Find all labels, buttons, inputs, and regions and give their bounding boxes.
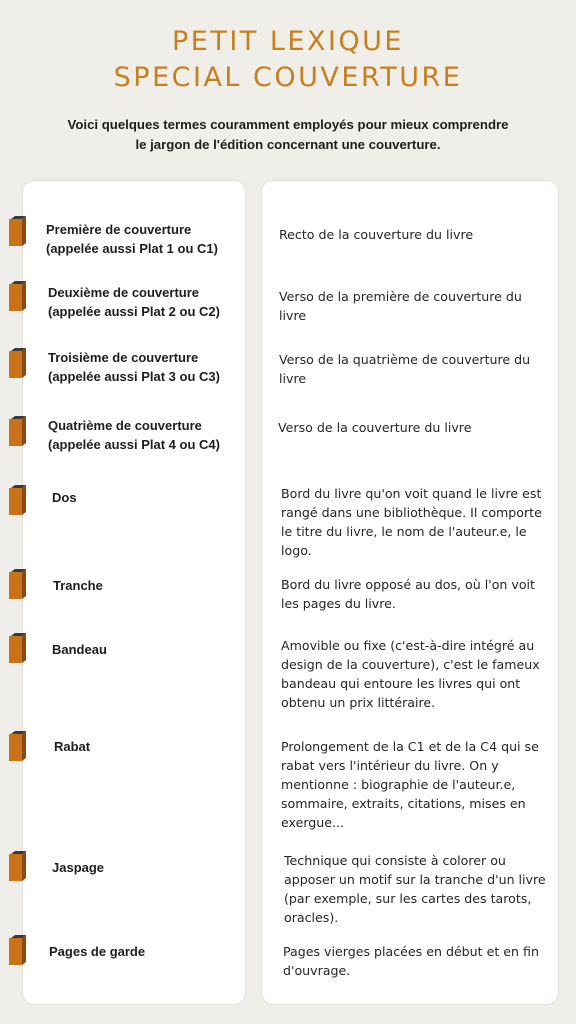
term-quatrieme-de-couverture: Quatrième de couverture (appelée aussi Plat 4 ou C4) [48,418,220,452]
term-tranche: Tranche [53,578,103,593]
title-line-2: SPECIAL COUVERTURE [113,62,463,93]
book-icon [9,569,27,599]
term-jaspage: Jaspage [52,860,105,875]
page-title [0,24,576,96]
intro-line-2: le jargon de l'édition concernant une couverture. [135,137,441,152]
book-icon [9,633,27,663]
definition-jaspage: Technique qui consiste à colorer ou apposer un motif sur la tranche d'un livre (par exemple, sur les cartes des tarots, oracles). [284,853,546,925]
book-icon [9,281,27,311]
definition-bandeau: Amovible ou fixe (c'est-à-dire intégré au design de la couverture), c'est le fameux bandeau qui entoure les livres qui ont obtenu un prix littéraire. [281,638,540,710]
definition-troisieme-de-couverture: Verso de la quatrième de couverture du livre [279,352,531,386]
definition-rabat: Prolongement de la C1 et de la C4 qui se rabat vers l'intérieur du livre. On y mentionne : biographie de l'auteur.e, sommaire, extraits, citations, mises en exergue... [281,739,539,830]
book-icon [9,935,27,965]
term-dos: Dos [52,490,77,505]
term-bandeau: Bandeau [52,642,107,657]
term-premiere-de-couverture: Première de couverture (appelée aussi Plat 1 ou C1) [46,222,218,256]
term-troisieme-de-couverture: Troisième de couverture (appelée aussi Plat 3 ou C3) [48,350,220,384]
book-icon [9,851,27,881]
book-icon [9,485,27,515]
term-pages-de-garde: Pages de garde [49,944,146,959]
definition-quatrieme-de-couverture: Verso de la couverture du livre [278,420,472,435]
term-deuxieme-de-couverture: Deuxième de couverture (appelée aussi Plat 2 ou C2) [48,285,220,319]
definition-tranche: Bord du livre opposé au dos, où l'on voit les pages du livre. [281,577,535,611]
intro-text [30,115,546,155]
book-icon [9,731,27,761]
book-icon [9,216,27,246]
definition-premiere-de-couverture: Recto de la couverture du livre [279,227,474,242]
book-icon [9,348,27,378]
intro-line-1: Voici quelques termes couramment employés pour mieux comprendre [67,117,509,132]
book-icon [9,416,27,446]
definition-dos: Bord du livre qu'on voit quand le livre est rangé dans une bibliothèque. Il comporte le titre du livre, le nom de l'auteur.e, le logo. [281,486,542,558]
title-line-1: PETIT LEXIQUE [171,26,404,57]
term-rabat: Rabat [54,739,91,754]
definition-pages-de-garde: Pages vierges placées en début et en fin d'ouvrage. [283,944,539,978]
definition-deuxieme-de-couverture: Verso de la première de couverture du livre [279,289,522,323]
